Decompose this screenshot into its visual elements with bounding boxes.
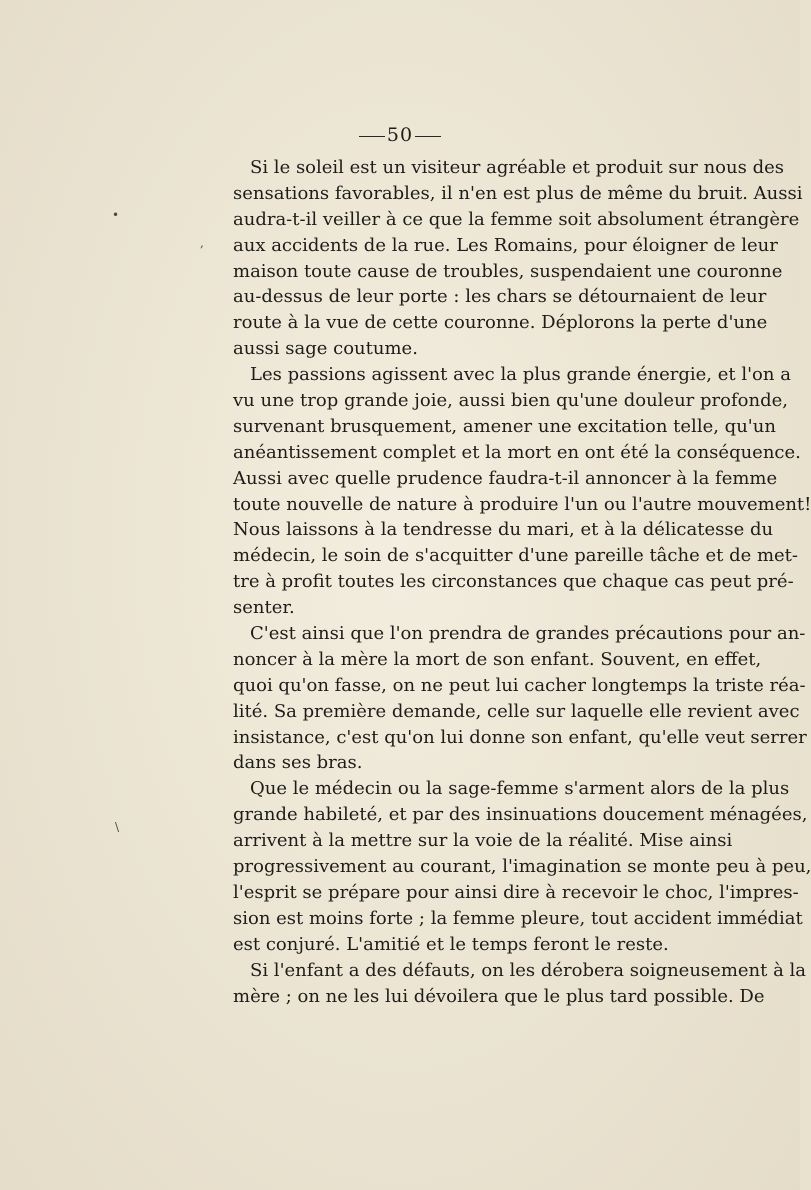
text-line: Les passions agissent avec la plus grande énergie, et l'on a (250, 364, 791, 386)
text-line: dans ses bras. (233, 752, 363, 774)
text-line: Que le médecin ou la sage-femme s'arment alors de la plus (250, 778, 790, 800)
text-line: aussi sage coutume. (233, 338, 418, 360)
paragraph (215, 362, 811, 621)
page-number-value: 50 (386, 124, 414, 146)
text-line: anéantissement complet et la mort en ont été la conséquence. (233, 441, 801, 463)
text-line: quoi qu'on fasse, on ne peut lui cacher longtemps la triste réa- (233, 674, 806, 696)
body-text (215, 155, 811, 1009)
text-line: Si le soleil est un visiteur agréable et produit sur nous des (250, 157, 784, 178)
text-line: aux accidents de la rue. Les Romains, pour éloigner de leur (233, 234, 778, 256)
text-line: vu une trop grande joie, aussi bien qu'une douleur profonde, (233, 390, 788, 412)
text-line: survenant brusquement, amener une excitation telle, qu'un (233, 415, 776, 437)
page-number-right-dash (415, 136, 441, 137)
text-line: Aussi avec quelle prudence faudra-t-il annoncer à la femme (233, 467, 778, 489)
page-number (0, 124, 800, 146)
text-line: arrivent à la mettre sur la voie de la réalité. Mise ainsi (233, 830, 733, 852)
text-line: Nous laissons à la tendresse du mari, et à la délicatesse du (233, 519, 774, 541)
paragraph (215, 776, 811, 957)
paragraph (215, 621, 807, 776)
page-number-left-dash (359, 136, 385, 137)
text-line: grande habileté, et par des insinuations doucement ménagées, (233, 804, 808, 826)
margin-dot: • (112, 208, 120, 222)
text-line: mère ; on ne les lui dévoilera que le plus tard possible. De (233, 985, 765, 1007)
paragraph (215, 155, 803, 362)
text-line: Si l'enfant a des défauts, on les dérobera soigneusement à la (250, 959, 807, 981)
text-line: maison toute cause de troubles, suspendaient une couronne (233, 260, 783, 282)
text-line: au-dessus de leur porte : les chars se détournaient de leur (233, 286, 767, 308)
text-line: tre à profit toutes les circonstances que chaque cas peut pré- (233, 571, 794, 593)
text-line: senter. (233, 597, 295, 619)
text-line: route à la vue de cette couronne. Déplorons la perte d'une (233, 312, 768, 334)
margin-tick: \ (115, 820, 120, 834)
text-line: lité. Sa première demande, celle sur laquelle elle revient avec (233, 700, 800, 722)
text-line: insistance, c'est qu'on lui donne son enfant, qu'elle veut serrer (233, 726, 807, 748)
text-line: est conjuré. L'amitié et le temps feront le reste. (233, 933, 669, 955)
text-line: sion est moins forte ; la femme pleure, tout accident immédiat (233, 907, 803, 929)
text-line: sensations favorables, il n'en est plus de même du bruit. Aussi (233, 182, 803, 204)
text-line: l'esprit se prépare pour ainsi dire à recevoir le choc, l'impres- (233, 881, 799, 903)
paragraph (215, 958, 807, 1010)
text-line: toute nouvelle de nature à produire l'un ou l'autre mouvement! (233, 493, 811, 515)
text-line: audra-t-il veiller à ce que la femme soit absolument étrangère (233, 208, 800, 230)
text-line: progressivement au courant, l'imagination se monte peu à peu, (233, 856, 811, 878)
text-line: noncer à la mère la mort de son enfant. Souvent, en effet, (233, 648, 762, 670)
text-line: médecin, le soin de s'acquitter d'une pareille tâche et de met- (233, 545, 798, 567)
margin-tick: , (200, 236, 204, 250)
text-line: C'est ainsi que l'on prendra de grandes précautions pour an- (250, 623, 806, 645)
